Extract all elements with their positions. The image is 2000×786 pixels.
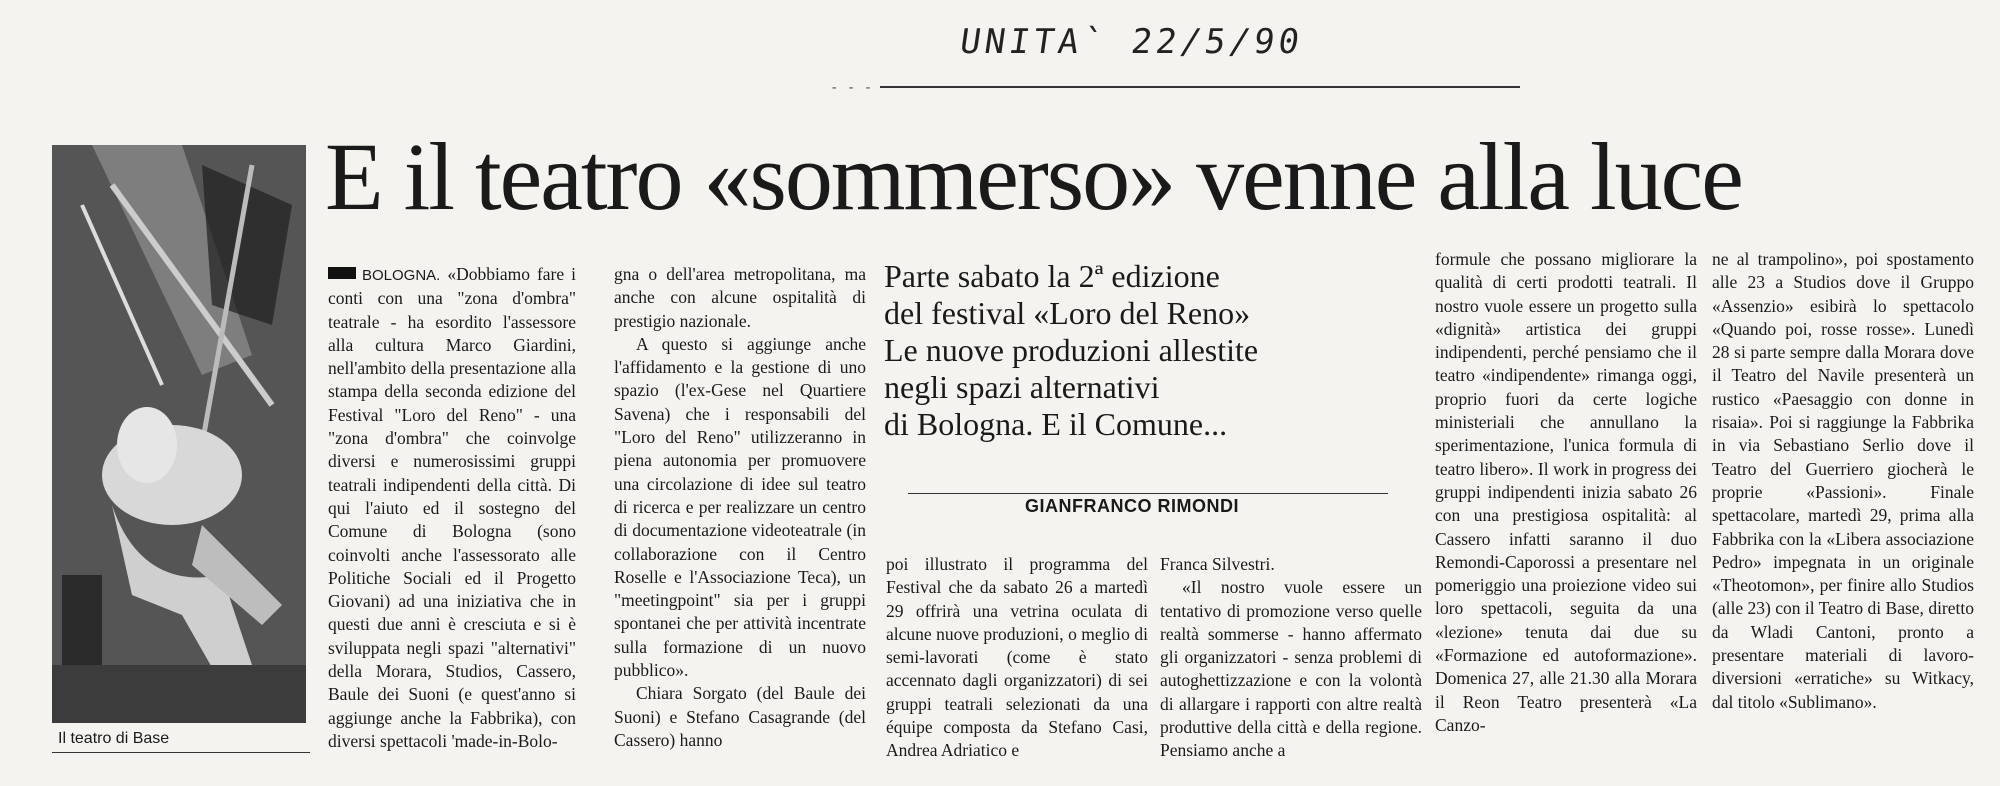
dateline: BOLOGNA. xyxy=(362,267,441,284)
theatre-photo xyxy=(52,145,306,723)
paragraph: Chiara Sorgato (del Baule dei Suoni) e Stefano Casagrande (del Cassero) hanno xyxy=(614,683,866,750)
deck-subheadline xyxy=(884,258,1404,443)
paragraph: gna o dell'area metropolitana, ma anche con alcune ospitalità di prestigio nazionale. xyxy=(614,264,866,331)
headline: E il teatro «sommerso» venne alla luce xyxy=(325,123,1742,230)
article-column-4 xyxy=(1160,553,1422,763)
paragraph: A questo si aggiunge anche l'affidamento e la gestione di uno spazio (l'ex-Gese nel Quartiere Savena) che i responsabili del "Loro del Reno" utilizzeranno in piena autonomia per promuovere una circolazione di idee sul teatro di ricerca e per realizzare un centro di documentazione videoteatrale (in collaborazione con il Centro Roselle e l'Associazione Teca), un "meetingpoint" sia per i gruppi spontanei che per attività incentrate sulla formazione di un nuovo pubblico». xyxy=(614,333,866,681)
column-1-text: «Dobbiamo fare i conti con una "zona d'ombra" teatrale - ha esordito l'assessore alla cultura Marco Giardini, nell'ambito della presentazione alla stampa della seconda edizione del Festival "Loro del Reno" - una "zona d'ombra" che coinvolge diversi e numerosissimi gruppi teatrali indipendenti della città. Di qui l'aiuto ed il sostegno del Comune di Bologna (sono coinvolti anche l'assessorato alle Politiche Sociali ed il Progetto Giovani) ad una iniziativa che in questi due anni è cresciuta e si è sviluppata negli spazi "alternativi" della Morara, Studios, Cassero, Baule dei Suoni (e quest'anno si aggiunge anche la Fabbrika), con diversi spettacoli 'made-in-Bolo- xyxy=(328,264,576,751)
paragraph: «Il nostro vuole essere un tentativo di promozione verso quelle realtà sommerse - hanno affermato gli organizzatori - senza problemi di autoghettizzazione e con la volontà di allargare i rapporti con altre realtà produttive della città e della regione. Pensiamo anche a xyxy=(1160,577,1422,761)
lead-paragraph xyxy=(328,263,576,753)
deck-line: Parte sabato la 2ª edizione xyxy=(884,258,1220,294)
annotation-underline xyxy=(880,86,1520,88)
photo-illustration xyxy=(52,145,306,723)
deck-line: di Bologna. E il Comune... xyxy=(884,406,1228,442)
article-column-2 xyxy=(614,263,866,752)
marker-dash: - - - xyxy=(830,80,873,96)
handwritten-annotation: UNITA` 22/5/90 xyxy=(957,22,1306,62)
caption-rule xyxy=(52,752,310,753)
article-column-1 xyxy=(328,263,576,753)
byline-rule xyxy=(908,493,1388,494)
deck-line: negli spazi alternativi xyxy=(884,369,1160,405)
dateline-marker xyxy=(328,267,356,279)
deck-line: del festival «Loro del Reno» xyxy=(884,295,1251,331)
paragraph: poi illustrato il programma del Festival che da sabato 26 a martedì 29 offrirà una vetrina oculata di alcune nuove produzioni, o meglio di semi-lavorati (come è stato accennato dagli organizzatori) di sei gruppi teatrali selezionati da una équipe composta da Stefano Casi, Andrea Adriatico e xyxy=(886,554,1148,761)
byline: GIANFRANCO RIMONDI xyxy=(1025,496,1239,516)
paragraph: Franca Silvestri. xyxy=(1160,554,1275,574)
article-column-3 xyxy=(886,553,1148,763)
article-column-5 xyxy=(1435,248,1697,737)
photo-caption: Il teatro di Base xyxy=(58,730,170,747)
deck-line: Le nuove produzioni allestite xyxy=(884,332,1259,368)
paragraph: ne al trampolino», poi spostamento alle 23 a Studios dove il Gruppo «Assenzio» esibirà lo spettacolo «Quando poi, rosse rosse». Lunedì 28 si parte sempre dalla Morara dove il Teatro del Navile presenterà un rustico «Paesaggio con donne in risaia». Poi si raggiunge la Fabbrika in via Sebastiano Serlio dove il Teatro del Guerriero giocherà le proprie «Passioni». Finale spettacolare, martedì 29, prima alla Fabbrika con la «Libera associazione Pedro» impegnata in un originale «Theotomon», per finire allo Studios (alle 23) con il Teatro di Base, diretto da Wladi Cantoni, pronto a presentare materiali di lavoro-diversioni «erratiche» su Witkacy, dal titolo «Sublimano». xyxy=(1712,249,1974,712)
paragraph: formule che possano migliorare la qualità di certi prodotti teatrali. Il nostro vuole essere un progetto sulla «dignità» artistica dei gruppi indipendenti, perché pensiamo che il teatro «indipendente» rimanga oggi, proprio fuori da certe logiche ministeriali che annullano la sperimentazione, l'unica formula di teatro libero». Il work in progress dei gruppi indipendenti inizia sabato 26 con una prestigiosa ospitalità: al Cassero infatti saranno il duo Remondi-Caporossi a presentare nel pomeriggio una proiezione video sui loro spettacoli, seguita da una «lezione» tenuta dai due su «Formazione ed autoformazione». Domenica 27, alle 21.30 alla Morara il Reon Teatro presenterà «La Canzo- xyxy=(1435,249,1697,735)
article-column-6 xyxy=(1712,248,1974,714)
